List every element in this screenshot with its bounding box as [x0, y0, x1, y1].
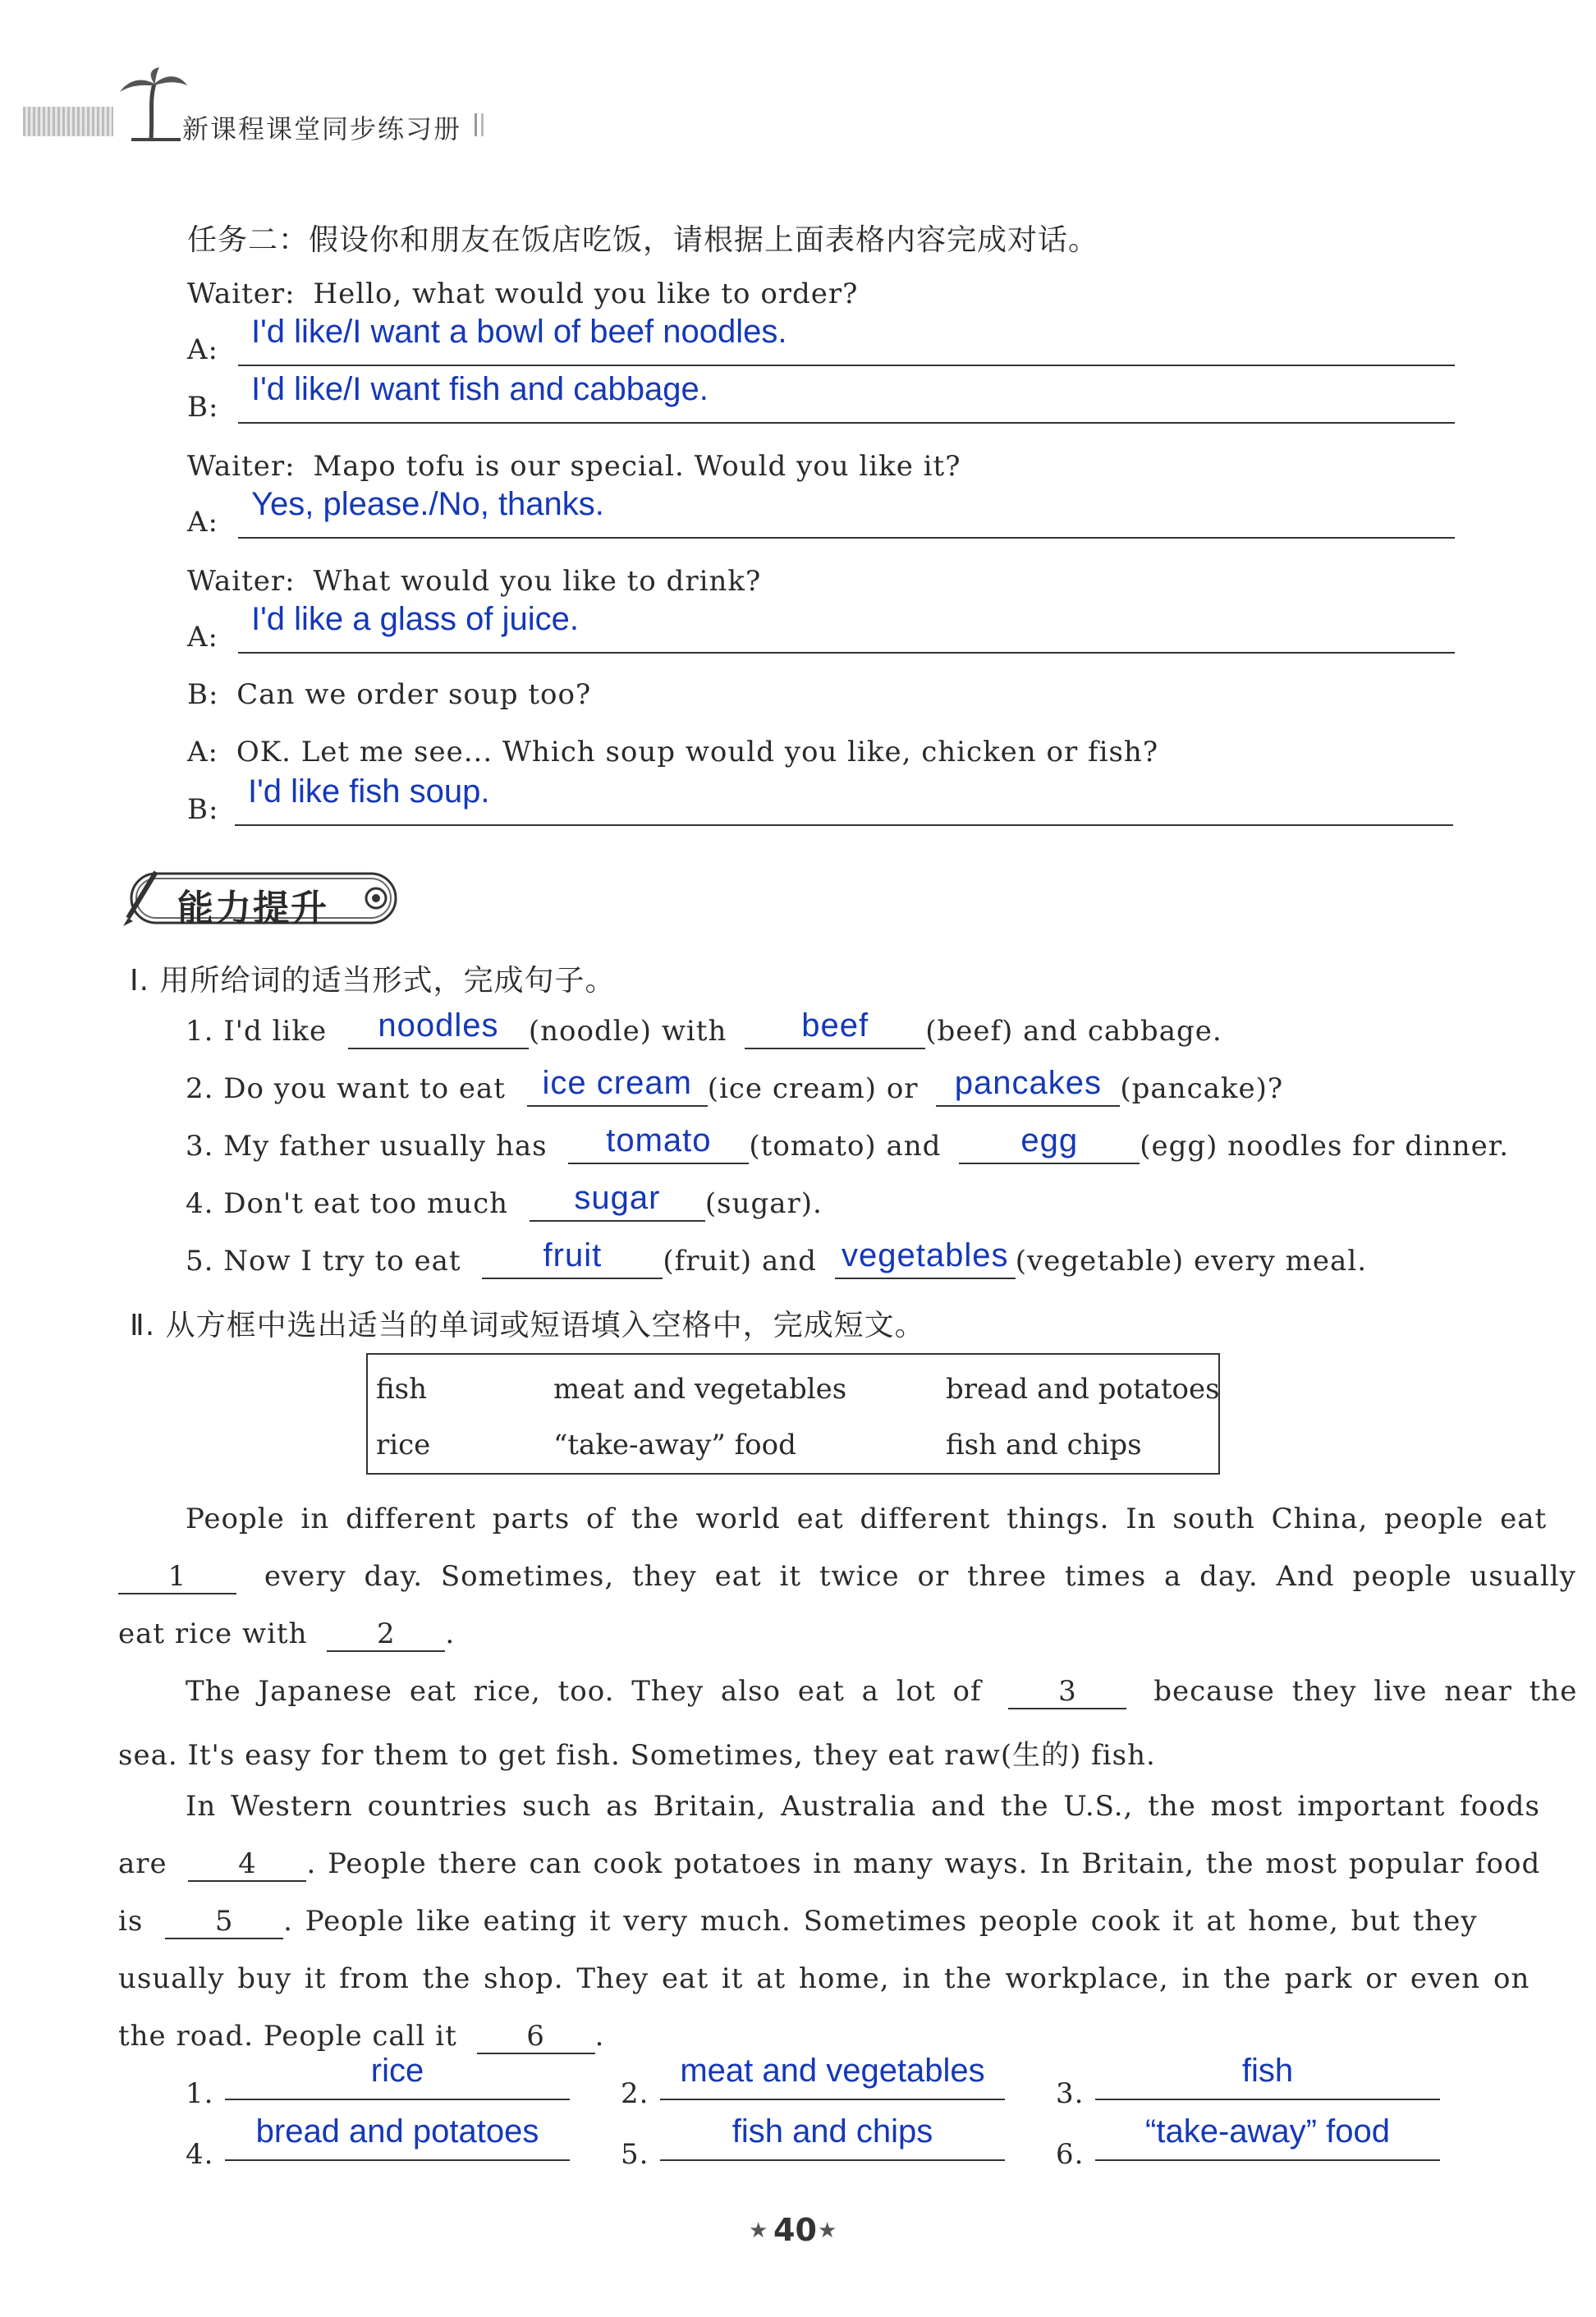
answer-text: I'd like fish soup. — [248, 773, 490, 810]
exercise-1 — [186, 1007, 1222, 1049]
speaker: B: — [187, 391, 219, 424]
answer-text: pancakes — [954, 1065, 1102, 1101]
speaker: A: — [187, 736, 219, 769]
answer-blank — [745, 1007, 925, 1049]
answer-number: 6. — [1056, 2138, 1085, 2171]
exercise-2 — [186, 1065, 1284, 1107]
answer-text: I'd like/I want fish and cabbage. — [251, 371, 709, 407]
sentence-text: (sugar). — [704, 1187, 823, 1220]
sentence-text: 4. Don't eat too much — [186, 1187, 509, 1220]
answer-text: bread and potatoes — [255, 2113, 539, 2150]
sentence-text: (tomato) and — [749, 1130, 942, 1163]
passage-line: In Western countries such as Britain, Australia and the U.S., the most important foods — [186, 1790, 1540, 1823]
passage-line: People in different parts of the world eat different things. In south China, people eat — [186, 1503, 1548, 1535]
dialogue-text: What would you like to drink? — [313, 565, 762, 598]
dialogue-line-1 — [187, 278, 858, 310]
answer-blank — [568, 1122, 749, 1164]
blank-number: 4 — [188, 1847, 306, 1882]
dialogue-text: OK. Let me see... Which soup would you like, chicken or fish? — [236, 736, 1159, 769]
passage-text: is — [118, 1905, 144, 1938]
answer-text: “take-away” food — [1145, 2113, 1390, 2150]
passage-text: eat rice with — [118, 1617, 308, 1650]
answer-text: fruit — [543, 1237, 603, 1273]
passage-text: . People there can cook potatoes in many ways. In Britain, the most popular food — [306, 1847, 1541, 1880]
answer-line — [238, 422, 1455, 424]
sentence-text: (vegetable) every meal. — [1015, 1245, 1367, 1278]
speaker: Waiter: — [187, 450, 296, 483]
sentence-text: (fruit) and — [663, 1245, 817, 1278]
speaker: A: — [187, 506, 219, 539]
answer-text: ice cream — [542, 1065, 692, 1101]
word-option: meat and vegetables — [553, 1373, 847, 1406]
passage-text: because they live near the — [1153, 1675, 1578, 1708]
answer-line — [225, 2159, 570, 2161]
answer-text: egg — [1020, 1122, 1079, 1158]
dialogue-line-6 — [187, 565, 761, 598]
answer-line — [225, 2099, 570, 2100]
word-option: bread and potatoes — [946, 1373, 1220, 1406]
blank-number: 2 — [327, 1617, 445, 1652]
answer-number: 4. — [186, 2138, 214, 2171]
answer-text: meat and vegetables — [680, 2053, 985, 2089]
header-divider — [481, 113, 484, 136]
word-option: fish — [376, 1373, 428, 1406]
task-instruction: 任务二：假设你和朋友在饭店吃饭，请根据上面表格内容完成对话。 — [187, 223, 1099, 257]
passage-line — [186, 1675, 1577, 1709]
answer-text: fish and chips — [732, 2113, 933, 2150]
answer-number: 1. — [186, 2077, 214, 2110]
answer-line — [238, 537, 1455, 539]
word-box — [366, 1353, 1220, 1475]
answer-blank — [348, 1007, 529, 1049]
answer-blank — [482, 1237, 663, 1279]
header-title: 新课程课堂同步练习册 — [182, 113, 462, 145]
speaker: B: — [187, 793, 219, 826]
sentence-text: (egg) noodles for dinner. — [1140, 1130, 1510, 1163]
passage-text: The Japanese eat rice, too. They also eat a lot of — [186, 1675, 982, 1708]
answer-line — [660, 2159, 1005, 2161]
answer-text: noodles — [378, 1007, 499, 1044]
page-number: 40 — [773, 2212, 817, 2248]
answer-number: 5. — [621, 2138, 649, 2171]
sentence-text: (noodle) with — [528, 1015, 727, 1048]
speaker: Waiter: — [187, 565, 296, 598]
dialogue-text: Hello, what would you like to order? — [313, 278, 859, 310]
sentence-text: 1. I'd like — [186, 1015, 328, 1048]
dialogue-line-4 — [187, 450, 961, 483]
answer-blank — [936, 1065, 1120, 1107]
exercise-4 — [186, 1180, 823, 1222]
answer-line — [238, 365, 1455, 366]
passage-text: are — [118, 1847, 167, 1880]
palm-tree-icon — [115, 67, 189, 143]
passage-line — [118, 1617, 455, 1652]
passage-text: every day. Sometimes, they eat it twice or three times a day. And people usually — [264, 1560, 1576, 1593]
answer-line — [235, 824, 1453, 826]
sentence-text: (beef) and cabbage. — [925, 1015, 1222, 1048]
answer-blank — [959, 1122, 1140, 1164]
sentence-text: 3. My father usually has — [186, 1130, 548, 1163]
word-option: rice — [376, 1429, 431, 1461]
answer-text: I'd like/I want a bowl of beef noodles. — [251, 314, 787, 350]
passage-line — [118, 1560, 1576, 1594]
speaker: B: — [187, 678, 219, 711]
dialogue-line-9 — [187, 736, 1158, 769]
word-option: fish and chips — [946, 1429, 1142, 1461]
star-icon: ★ — [818, 2218, 837, 2243]
passage-line: sea. It's easy for them to get fish. Sometimes, they eat raw(生的) fish. — [118, 1739, 1156, 1772]
answer-text: fish — [1241, 2053, 1294, 2089]
answer-number: 3. — [1056, 2077, 1085, 2110]
speaker: A: — [187, 621, 219, 654]
blank-number: 3 — [1008, 1675, 1126, 1709]
sentence-text: (ice cream) or — [707, 1072, 919, 1105]
word-option: “take-away” food — [553, 1429, 796, 1461]
star-icon: ★ — [749, 2218, 768, 2243]
answer-line — [660, 2099, 1005, 2100]
passage-line — [118, 2020, 604, 2054]
passage-line — [118, 1905, 1478, 1939]
blank-number: 6 — [477, 2020, 595, 2054]
speaker: A: — [187, 333, 219, 366]
section-title: 能力提升 — [177, 888, 328, 929]
answer-text: sugar — [574, 1180, 661, 1216]
passage-text: . — [445, 1617, 456, 1650]
passage-text: . People like eating it very much. Sometimes people cook it at home, but they — [283, 1905, 1478, 1938]
answer-text: vegetables — [841, 1237, 1009, 1273]
answer-blank — [527, 1065, 708, 1107]
answer-text: rice — [370, 2053, 424, 2089]
passage-line: usually buy it from the shop. They eat it at home, in the workplace, in the park or even on — [118, 1962, 1530, 1995]
answer-line — [1095, 2159, 1440, 2161]
speaker: Waiter: — [187, 278, 296, 310]
answer-line — [1095, 2099, 1440, 2100]
answer-line — [238, 652, 1455, 654]
dialogue-text: Can we order soup too? — [236, 678, 592, 711]
dialogue-line-8 — [187, 678, 591, 711]
passage-text: . — [594, 2020, 605, 2053]
answer-text: Yes, please./No, thanks. — [251, 486, 604, 522]
passage-text: the road. People call it — [118, 2020, 457, 2053]
sentence-text: (pancake)? — [1120, 1072, 1284, 1105]
exercise-3 — [186, 1122, 1510, 1164]
dialogue-text: Mapo tofu is our special. Would you like it? — [313, 450, 961, 483]
part2-heading: Ⅱ. 从方框中选出适当的单词或短语填入空格中，完成短文。 — [130, 1309, 925, 1342]
answer-text: beef — [801, 1007, 869, 1044]
answer-number: 2. — [621, 2077, 649, 2110]
answer-blank — [530, 1180, 705, 1222]
header-divider — [475, 113, 477, 136]
exercise-5 — [186, 1237, 1367, 1279]
part1-heading: Ⅰ. 用所给词的适当形式，完成句子。 — [130, 964, 616, 998]
sentence-text: 5. Now I try to eat — [186, 1245, 461, 1278]
answer-blank — [835, 1237, 1016, 1279]
blank-number: 5 — [165, 1905, 283, 1939]
answer-text: I'd like a glass of juice. — [251, 601, 579, 637]
blank-number: 1 — [118, 1560, 236, 1594]
answer-text: tomato — [606, 1122, 712, 1158]
header-decoration — [23, 107, 113, 136]
sentence-text: 2. Do you want to eat — [186, 1072, 506, 1105]
passage-line — [118, 1847, 1540, 1882]
